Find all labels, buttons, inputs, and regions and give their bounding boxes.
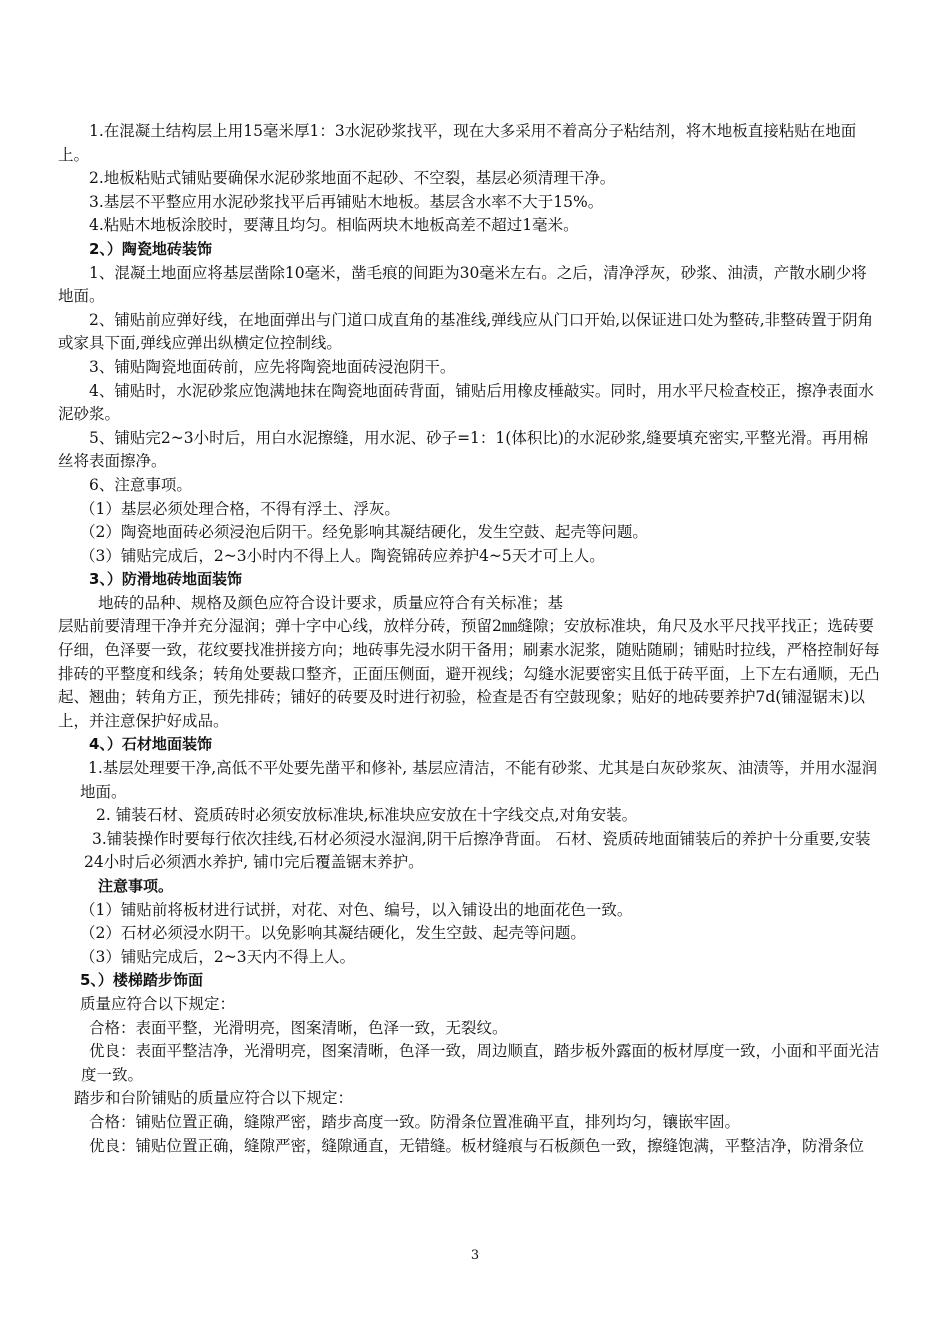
paragraph: 4.粘贴木地板涂胶时，要薄且均匀。相临两块木地板高差不超过1毫米。: [89, 216, 579, 235]
paragraph: 2. 铺装石材、瓷质砖时必须安放标准块,标准块应安放在十字线交点,对角安装。: [96, 806, 638, 825]
paragraph: 优良：表面平整洁净，光滑明亮，图案清晰，色泽一致，周边顺直，踏步板外露面的板材厚度一致，小面和平面光洁度一致。: [81, 1042, 880, 1084]
paragraph: 质量应符合以下规定：: [80, 994, 236, 1013]
paragraph: 3、铺贴陶瓷地面砖前，应先将陶瓷地面砖浸泡阴干。: [89, 357, 456, 376]
list-item: （3）铺贴完成后，2~3天内不得上人。: [80, 947, 356, 966]
list-item: （1）基层必须处理合格，不得有浮土、浮灰。: [80, 499, 400, 518]
paragraph: 4、铺贴时，水泥砂浆应饱满地抹在陶瓷地面砖背面，铺贴后用橡皮棰敲实。同时，用水平尺检查校正，擦净表面水泥砂浆。: [58, 381, 874, 424]
paragraph: 合格：铺贴位置正确，缝隙严密，踏步高度一致。防滑条位置准确平直，排列均匀，镶嵌牢固。: [89, 1112, 741, 1131]
paragraph: 优良：铺贴位置正确，缝隙严密，缝隙通直，无错缝。板材缝痕与石板颜色一致，擦缝饱满，平整洁净，防滑条位: [89, 1136, 865, 1155]
paragraph: 6、注意事项。: [89, 475, 192, 494]
paragraph: 1.在混凝土结构层上用15毫米厚1：3水泥砂浆找平，现在大多采用不着高分子粘结剂，将木地板直接粘贴在地面上。: [58, 122, 857, 164]
paragraph: 2、铺贴前应弹好线，在地面弹出与门道口成直角的基准线,弹线应从门口开始,以保证进口处为整砖,非整砖置于阴角或家具下面,弹线应弹出纵横定位控制线。: [58, 310, 874, 353]
paragraph: 层贴前要清理干净并充分湿润；弹十字中心线，放样分砖，预留2㎜缝隙；安放标准块，角尺及水平尺找平找正；选砖要仔细，色泽要一致，花纹要找准拼接方向；地砖事先浸水阴干备用；刷素水泥浆，随贴随刷；铺贴时拉线，严格控制好每排砖的平整度和线条；转角处要裁口整齐，正面压侧面，避开视线；勾缝水泥要密实且低于砖平面，上下左右通顺，无凸起、翘曲；转角方正，预先排砖；铺好的砖要及时进行初验，检查是否有空鼓现象；贴好的地砖要养护7d(铺湿锯末)以上，并注意保护好成品。: [58, 617, 880, 730]
list-item: （3）铺贴完成后，2~3小时内不得上人。陶瓷锦砖应养护4~5天才可上人。: [80, 546, 605, 565]
paragraph: 2.地板粘贴式铺贴要确保水泥砂浆地面不起砂、不空裂，基层必须清理干净。: [89, 169, 616, 188]
paragraph: 1.基层处理要干净,高低不平处要先凿平和修补, 基层应清洁，不能有砂浆、尤其是白灰砂浆灰、油渍等，并用水湿润地面。: [80, 759, 878, 801]
list-item: （2）陶瓷地面砖必须浸泡后阴干。经免影响其凝结硬化，发生空鼓、起壳等问题。: [80, 523, 648, 542]
paragraph: 踏步和台阶铺贴的质量应符合以下规定：: [74, 1089, 354, 1108]
document-body: [58, 120, 880, 1158]
section-heading: 3、）防滑地砖地面装饰: [89, 570, 242, 589]
page-number: 3: [470, 1248, 480, 1263]
section-heading: 2、）陶瓷地砖装饰: [89, 239, 212, 258]
list-item: （1）铺贴前将板材进行试拼，对花、对色、编号，以入铺设出的地面花色一致。: [80, 900, 633, 919]
paragraph: 3.铺装操作时要每行依次挂线,石材必须浸水湿润,阴干后擦净背面。 石材、瓷质砖地面铺装后的养护十分重要,安装24小时后必须洒水养护, 铺巾完后覆盖锯末养护。: [84, 829, 871, 872]
list-item: （2）石材必须浸水阴干。以免影响其凝结硬化，发生空鼓、起壳等问题。: [80, 924, 586, 943]
paragraph: 合格：表面平整，光滑明亮，图案清晰，色泽一致，无裂纹。: [89, 1018, 508, 1037]
section-heading: 4、）石材地面装饰: [89, 735, 212, 754]
section-heading: 5、）楼梯踏步饰面: [80, 971, 203, 990]
paragraph: 5、铺贴完2~3小时后，用白水泥擦缝，用水泥、砂子=1：1(体积比)的水泥砂浆,缝要填充密实,平整光滑。再用棉丝将表面擦净。: [58, 428, 869, 471]
paragraph: 3.基层不平整应用水泥砂浆找平后再铺贴木地板。基层含水率不大于15%。: [89, 192, 604, 211]
section-heading: 注意事项。: [98, 877, 174, 895]
paragraph: 地砖的品种、规格及颜色应符合设计要求，质量应符合有关标准；基: [98, 593, 564, 612]
paragraph: 1、混凝土地面应将基层凿除10毫米，凿毛痕的间距为30毫米左右。之后，清净浮灰，砂浆、油渍，产散水刷少将地面。: [58, 263, 867, 306]
